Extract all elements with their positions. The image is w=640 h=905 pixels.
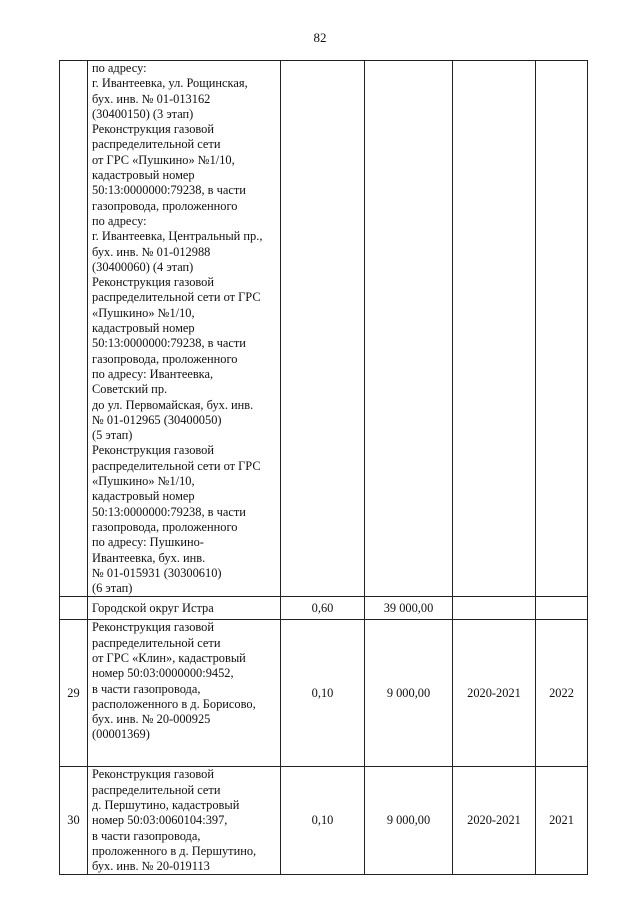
- page-number: 82: [313, 30, 327, 45]
- description-line: проложенного в д. Першутино,: [92, 843, 257, 858]
- description-line: бух. инв. № 01-013162: [92, 91, 211, 106]
- description-line: бух. инв. № 01-012988: [92, 244, 211, 259]
- description-line: газопровода, проложенного: [92, 198, 238, 213]
- row-number: 30: [60, 767, 88, 875]
- description-line: № 01-015931 (30300610): [92, 565, 222, 580]
- description-line: (30400060) (4 этап): [92, 259, 194, 274]
- description-line: 50:13:0000000:79238, в части: [92, 504, 246, 519]
- table-row: [60, 620, 588, 767]
- description-line: по адресу:: [92, 213, 147, 228]
- description-line: Реконструкция газовой: [92, 767, 215, 782]
- number-cell: [60, 61, 88, 597]
- year-value: 2022: [536, 620, 588, 767]
- cost-value: 9 000,00: [365, 767, 453, 875]
- object-description-cell: [88, 620, 281, 767]
- row-number: 29: [60, 620, 88, 767]
- year-value: 2021: [536, 767, 588, 875]
- description-line: номер 50:03:0060104:397,: [92, 813, 228, 828]
- description-line: до ул. Первомайская, бух. инв.: [92, 397, 254, 412]
- description-line: газопровода, проложенного: [92, 351, 238, 366]
- description-line: «Пушкино» №1/10,: [92, 305, 195, 320]
- description-line: г. Ивантеевка, Центральный пр.,: [92, 229, 263, 244]
- object-description-cell: [88, 767, 281, 875]
- description-line: распределительной сети: [92, 137, 221, 152]
- length-cell: [281, 61, 365, 597]
- description-line: газопровода, проложенного: [92, 519, 238, 534]
- description-line: (30400150) (3 этап): [92, 106, 194, 121]
- description-line: по адресу: Ивантеевка,: [92, 366, 214, 381]
- table-row-district: [60, 597, 588, 620]
- number-cell: [60, 597, 88, 620]
- district-cost: 39 000,00: [365, 597, 453, 620]
- district-length: 0,60: [281, 597, 365, 620]
- table-row-continuation: [60, 61, 588, 597]
- description-line: Ивантеевка, бух. инв.: [92, 550, 206, 565]
- objects-table: [59, 60, 588, 875]
- description-line: кадастровый номер: [92, 168, 195, 183]
- description-line: от ГРС «Клин», кадастровый: [92, 650, 246, 665]
- description-line: в части газопровода,: [92, 681, 201, 696]
- year-cell: [536, 597, 588, 620]
- description-line: кадастровый номер: [92, 489, 195, 504]
- description-line: распределительной сети: [92, 635, 221, 650]
- description-line: в части газопровода,: [92, 828, 201, 843]
- description-line: г. Ивантеевка, ул. Рощинская,: [92, 76, 248, 91]
- cost-cell: [365, 61, 453, 597]
- description-line: Советский пр.: [92, 382, 168, 397]
- length-value: 0,10: [281, 620, 365, 767]
- period-value: 2020-2021: [453, 620, 536, 767]
- description-line: бух. инв. № 20-000925: [92, 712, 211, 727]
- description-line: Реконструкция газовой: [92, 122, 215, 137]
- description-line: Реконструкция газовой: [92, 443, 215, 458]
- description-line: 50:13:0000000:79238, в части: [92, 183, 246, 198]
- description-line: (5 этап): [92, 428, 133, 443]
- description-line: бух. инв. № 20-019113: [92, 859, 210, 874]
- description-line: (6 этап): [92, 581, 133, 596]
- description-line: распределительной сети: [92, 782, 221, 797]
- length-value: 0,10: [281, 767, 365, 875]
- description-line: распределительной сети от ГРС: [92, 290, 261, 305]
- description-line: по адресу:: [92, 61, 147, 75]
- description-line: кадастровый номер: [92, 321, 195, 336]
- description-line: Реконструкция газовой: [92, 275, 215, 290]
- description-line: № 01-012965 (30400050): [92, 412, 222, 427]
- description-line: д. Першутино, кадастровый: [92, 797, 240, 812]
- description-line: распределительной сети от ГРС: [92, 458, 261, 473]
- year-cell: [536, 61, 588, 597]
- table-row: [60, 767, 588, 875]
- description-line: номер 50:03:0000000:9452,: [92, 666, 234, 681]
- description-line: расположенного в д. Борисово,: [92, 696, 256, 711]
- description-line: 50:13:0000000:79238, в части: [92, 336, 246, 351]
- description-line: (00001369): [92, 727, 150, 742]
- description-line: Реконструкция газовой: [92, 620, 215, 635]
- period-cell: [453, 61, 536, 597]
- cost-value: 9 000,00: [365, 620, 453, 767]
- description-line: от ГРС «Пушкино» №1/10,: [92, 152, 235, 167]
- period-value: 2020-2021: [453, 767, 536, 875]
- district-name: Городской округ Истра: [88, 597, 281, 620]
- object-description-cell: [88, 61, 281, 597]
- description-line: «Пушкино» №1/10,: [92, 474, 195, 489]
- period-cell: [453, 597, 536, 620]
- description-line: по адресу: Пушкино-: [92, 535, 204, 550]
